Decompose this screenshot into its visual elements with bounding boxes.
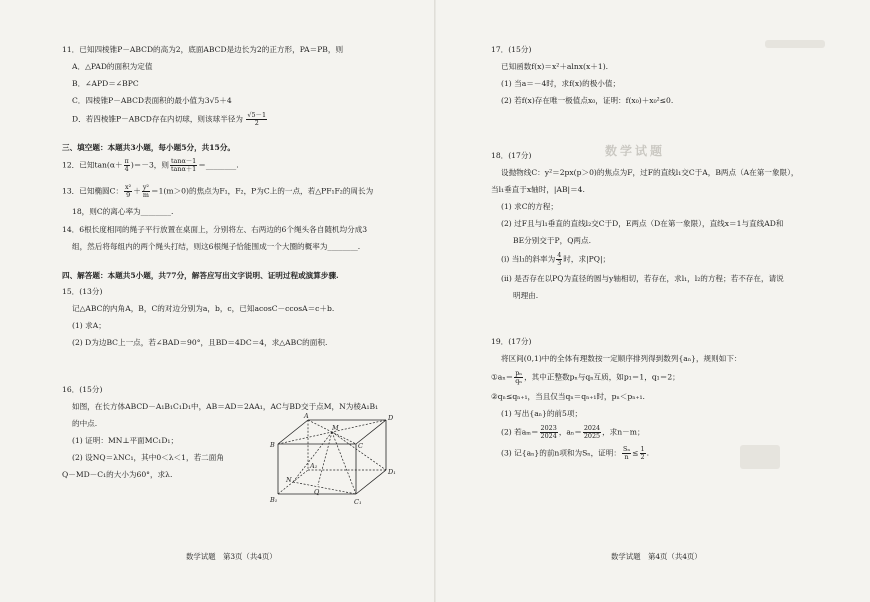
- q19-an-den: 2025: [583, 432, 601, 440]
- q19-r1-prefix: ①aₙ＝: [491, 372, 514, 382]
- label-b1: B₁: [270, 496, 278, 504]
- q16-head: 16．(15分): [62, 385, 103, 394]
- q19-head: 19．(17分): [491, 337, 532, 346]
- q11-d-fraction: [246, 112, 267, 127]
- q15-part1: (1) 求A；: [72, 321, 106, 330]
- q15-part2: (2) D为边BC上一点，若∠BAD＝90°，且BD＝4DC＝4，求△ABC的面积.: [72, 338, 328, 347]
- edge-c1-d1: [356, 470, 386, 494]
- q19-p3-end: .: [646, 448, 649, 458]
- q17-head: 17．(15分): [491, 45, 532, 54]
- q18-part1: (1) 求C的方程；: [501, 202, 558, 211]
- q13-nine: 9: [126, 191, 131, 199]
- q19-half-den: 2: [640, 453, 645, 461]
- q19-r1-suffix: ，其中正整数pₙ与qₙ互质，如p₁＝1，q₁＝2；: [524, 372, 680, 382]
- q19-an-fraction: [583, 425, 601, 440]
- bleed-smudge: [765, 40, 825, 48]
- label-c: C: [358, 442, 363, 450]
- q19-line1: 将区间(0,1)中的全体有理数按一定顺序排列得到数列{aₙ}，规则如下：: [501, 354, 742, 363]
- q19-sn-fraction: [622, 446, 631, 461]
- q18-part2ii-a: (ii) 是否存在以PQ为直径的圆与y轴相切，若存在，求l₁，l₂的方程；若不存在，请说: [501, 274, 784, 283]
- q19-r1-den: qₙ: [515, 377, 523, 385]
- q19-half-num: 1: [640, 445, 645, 453]
- label-a: A: [304, 412, 309, 420]
- q12-tan-fraction: [170, 158, 197, 173]
- question-17: [491, 44, 673, 106]
- q17-stem: 已知函数f(x)＝x²＋alnx(x＋1).: [501, 62, 609, 71]
- q11-d-den: 2: [254, 119, 259, 127]
- q15-head: 15．(13分): [62, 287, 103, 296]
- q12-prefix: 12．已知tan(α＋: [62, 160, 123, 170]
- q19-part3: [491, 446, 742, 461]
- left-footer: 数学试题 第3页（共4页）: [186, 552, 277, 561]
- q12-mid: )＝－3，则: [130, 160, 169, 170]
- q13-x-fraction: [124, 184, 132, 199]
- q11-option-b: B．∠APD＝∠BPC: [72, 79, 139, 88]
- q19-am-num: 2023: [540, 424, 557, 432]
- q18-slope-fraction: [556, 252, 562, 267]
- q18-pi-suffix: 时，求|PQ|；: [563, 254, 611, 264]
- q14-line2: 组，然后将每组内的两个绳头打结，则这6根绳子恰能围成一个大圈的概率为________.: [72, 242, 361, 251]
- q19-part2: [491, 425, 742, 440]
- q12-suffix: ＝________.: [198, 160, 239, 170]
- q19-r1-num: pₙ: [515, 369, 523, 377]
- seg-m-q: [318, 432, 332, 485]
- q18-part2ii-b: 明理由.: [513, 291, 539, 300]
- q12-four: 4: [124, 165, 129, 173]
- q12-tan-den: tanα＋1: [170, 165, 197, 173]
- label-m: M: [332, 424, 339, 432]
- q16-part1: (1) 证明：MN⊥平面MC₁D₁；: [72, 436, 179, 445]
- q19-rule2: ②qₙ≤qₙ₊₁，当且仅当qₙ＝qₙ₊₁时，pₙ＜pₙ₊₁.: [491, 392, 645, 401]
- q18-line1: 设抛物线C：y²＝2px(p＞0)的焦点为F，过F的直线l₁交C于A，B两点（A在第一象限），: [501, 168, 799, 177]
- q19-p2-mid: ，aₙ＝: [558, 427, 582, 437]
- q11-option-a: A．△PAD的面积为定值: [72, 62, 153, 71]
- q17-part2: (2) 若f(x)存在唯一极值点x₀，证明：f(x₀)＋x₀²≤0.: [501, 96, 674, 105]
- q19-p3-suffix: ≤: [632, 448, 639, 458]
- q19-am-den: 2024: [540, 432, 557, 440]
- q19-rule1: [491, 370, 742, 385]
- question-11: [62, 44, 343, 127]
- q19-part1: (1) 写出{aₙ}的前5项；: [501, 409, 583, 418]
- bleed-smudge: [740, 445, 780, 469]
- q18-head: 18．(17分): [491, 151, 532, 160]
- q18-part2i: [491, 252, 799, 267]
- q18-part2b: BE分别交于P，Q两点.: [513, 236, 592, 245]
- seg-m-c1: [332, 432, 356, 494]
- label-q: Q: [314, 488, 320, 496]
- seg-m-d1: [332, 432, 386, 470]
- question-12: [62, 158, 239, 173]
- question-14: [62, 224, 367, 252]
- q13-x2: x²: [125, 183, 132, 191]
- q11-d-num: √5－1: [247, 111, 267, 119]
- q16-line1: 如图，在长方体ABCD－A₁B₁C₁D₁中，AB＝AD＝2AA₁，AC与BD交于点M，N为棱A₁B₁: [72, 402, 379, 411]
- question-13: [62, 184, 373, 217]
- seg-m-n: [293, 432, 332, 482]
- section-4-heading: 四、解答题：本题共5小题，共77分，解答应写出文字说明、证明过程或演算步骤.: [62, 271, 339, 280]
- q19-sn-den: n: [624, 453, 629, 461]
- question-15: [62, 286, 334, 348]
- q16-part2b: Q－MD－C₁的大小为60°，求λ.: [62, 470, 173, 479]
- q11-stem: 11．已知四棱锥P－ABCD的高为2，底面ABCD是边长为2的正方形，PA＝PB，则: [62, 45, 344, 54]
- q13-m: m: [142, 191, 149, 199]
- q13-y-fraction: [142, 184, 150, 199]
- q12-tan-num: tanα－1: [170, 157, 197, 165]
- cuboid-figure: [262, 412, 414, 508]
- q18-part2a: (2) 过F且与l₁垂直的直线l₂交C于D，E两点（D在第一象限），直线x＝1与直线AD和: [501, 219, 784, 228]
- q19-an-num: 2024: [583, 424, 601, 432]
- label-d1: D₁: [388, 468, 396, 476]
- q11-d-text: D．若四棱锥P－ABCD存在内切球，则该球半径为: [72, 114, 243, 124]
- q14-line1: 14．6根长度相同的绳子平行放置在桌面上，分别将左、右两边的6个绳头各自随机均分成3: [62, 225, 368, 234]
- q19-am-fraction: [540, 425, 558, 440]
- question-19: [491, 336, 742, 461]
- q19-half-fraction: [640, 446, 646, 461]
- q18-pi-prefix: (i) 当l₁的斜率为: [501, 254, 556, 264]
- question-18: [491, 150, 799, 301]
- label-d: D: [388, 414, 394, 422]
- q12-pi: π: [124, 157, 129, 165]
- q16-line2: 的中点.: [72, 419, 98, 428]
- q15-stem: 记△ABC的内角A，B，C的对边分别为a，b，c，已知acosC－ccosA＝c＋b.: [72, 304, 335, 313]
- right-footer: 数学试题 第4页（共4页）: [611, 552, 702, 561]
- label-a1: A₁: [310, 462, 318, 470]
- q19-sn-num: Sₙ: [622, 445, 631, 453]
- q17-part1: (1) 当a＝－4时，求f(x)的极小值；: [501, 79, 621, 88]
- label-n: N: [286, 476, 292, 484]
- q11-option-d: [62, 112, 343, 127]
- bleed-through-text: 数学试题: [605, 144, 666, 158]
- label-c1: C₁: [354, 498, 362, 506]
- q11-option-c: C．四棱锥P－ABCD表面积的最小值为3√5＋4: [72, 96, 232, 105]
- q18-slope-den: 3: [557, 259, 562, 267]
- q13-plus: ＋: [133, 186, 141, 196]
- q19-r1-fraction: [514, 370, 523, 385]
- q19-p2-prefix: (2) 若aₘ＝: [501, 427, 539, 437]
- q13-line2: 18，则C的离心率为________.: [72, 207, 174, 216]
- q16-part2: (2) 设NQ＝λNC₁，其中0＜λ＜1，若二面角: [72, 453, 224, 462]
- q18-slope-num: 4: [557, 251, 562, 259]
- q12-pi-fraction: [124, 158, 130, 173]
- right-page: [435, 0, 870, 602]
- q13-prefix: 13．已知椭圆C：: [62, 186, 124, 196]
- q13-y2: y²: [142, 183, 149, 191]
- q19-p3-prefix: (3) 记{aₙ}的前n项和为Sₙ，证明：: [501, 448, 621, 458]
- section-3-heading: 三、填空题：本题共3小题，每小题5分，共15分。: [62, 143, 236, 152]
- q19-p2-suffix: ，求n－m；: [602, 427, 645, 437]
- q13-rest: ＝1(m＞0)的焦点为F₁，F₂，P为C上的一点，若△PF₁F₂的周长为: [151, 186, 374, 196]
- label-b: B: [270, 441, 275, 449]
- q18-line2: 当l₁垂直于x轴时，|AB|＝4.: [491, 185, 585, 194]
- seg-n-c1: [293, 482, 356, 494]
